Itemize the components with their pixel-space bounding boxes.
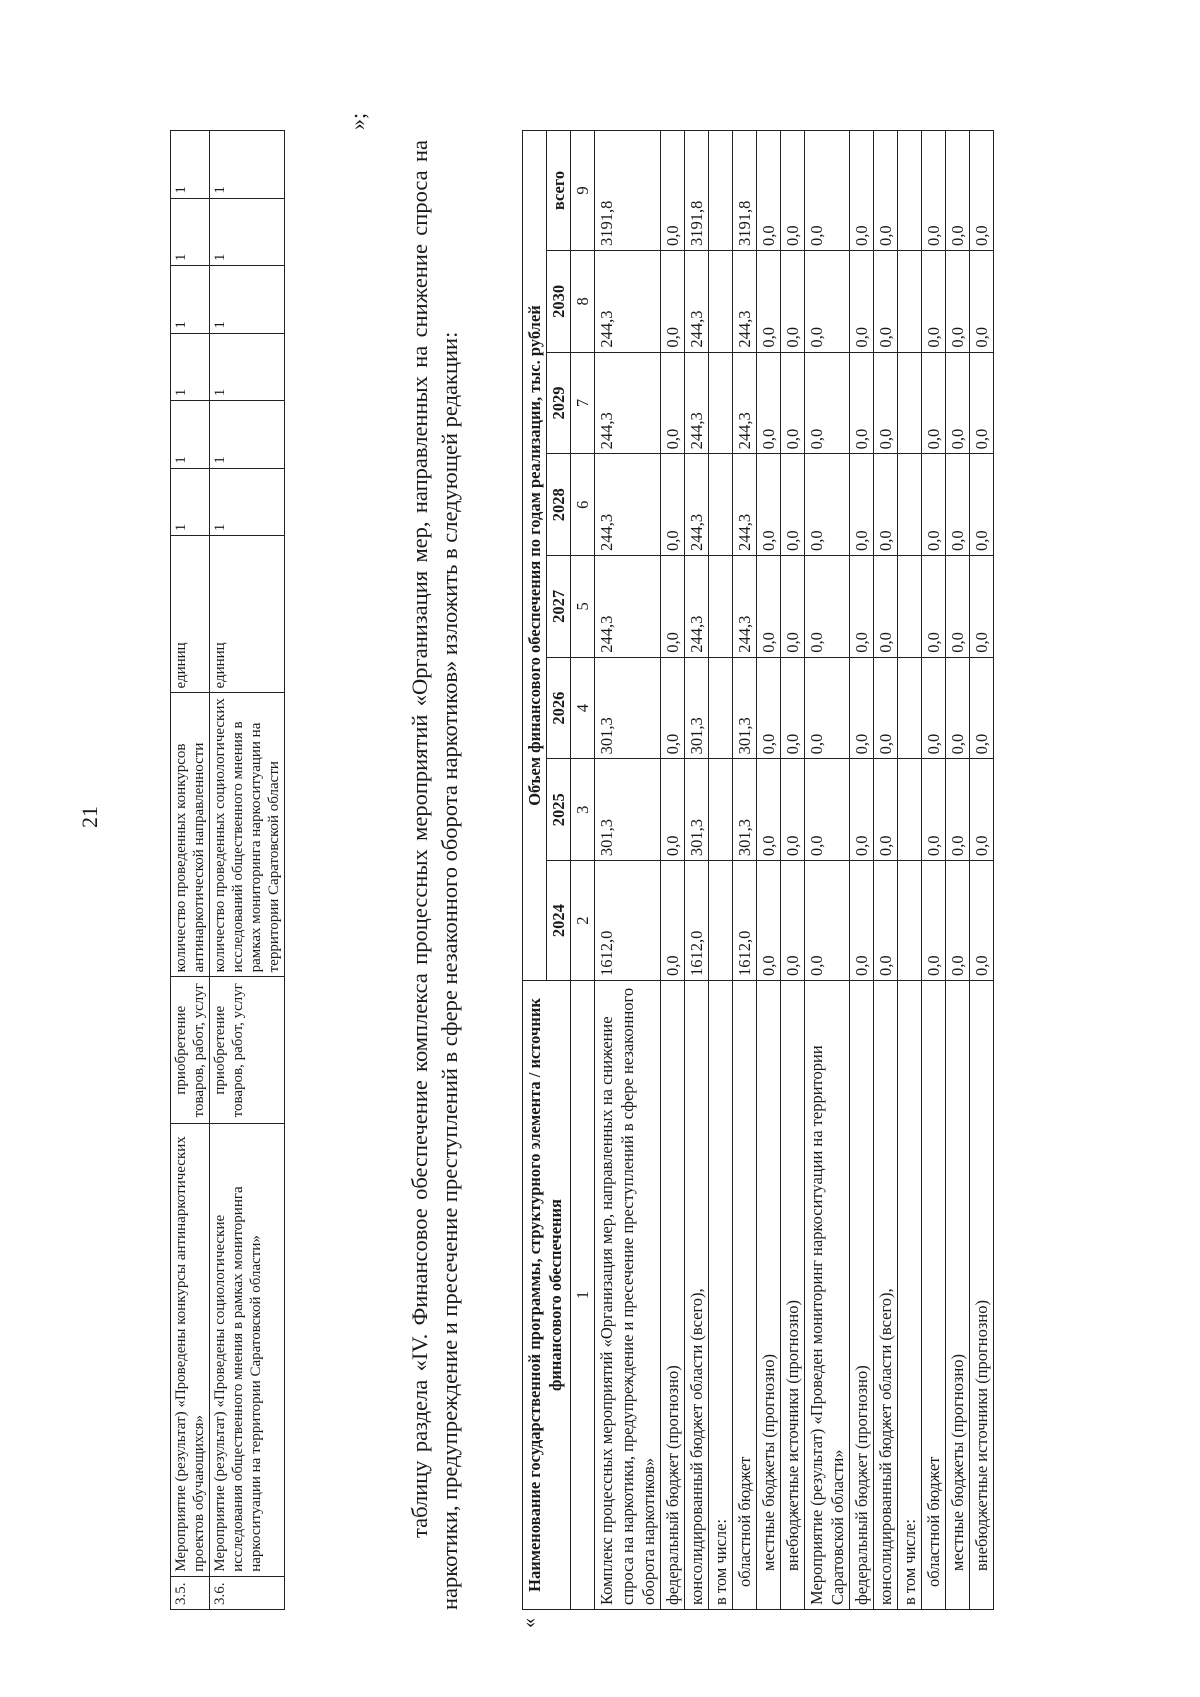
amount-cell — [709, 352, 733, 454]
table-row — [850, 131, 874, 1610]
indicator-value: 1 — [210, 198, 285, 266]
amount-cell: 0,0 — [781, 131, 805, 251]
unit: единиц — [171, 536, 210, 693]
table-row — [922, 131, 946, 1610]
indicator-value: 1 — [210, 131, 285, 199]
table-row — [171, 131, 210, 1610]
amount-cell: 0,0 — [946, 861, 970, 981]
column-number: 7 — [571, 352, 595, 454]
year-header: 2030 — [547, 250, 571, 352]
amount-cell: 0,0 — [850, 759, 874, 861]
amount-cell: 0,0 — [781, 657, 805, 759]
amount-cell: 0,0 — [874, 861, 898, 981]
table-row — [898, 131, 922, 1610]
table-row — [970, 131, 994, 1610]
amount-cell: 244,3 — [733, 250, 757, 352]
amount-cell: 0,0 — [922, 657, 946, 759]
amount-cell: 0,0 — [922, 131, 946, 251]
amount-cell: 244,3 — [595, 556, 661, 658]
amount-cell: 0,0 — [946, 131, 970, 251]
indicator-value: 1 — [171, 333, 210, 401]
indicator-value: 1 — [171, 131, 210, 199]
row-label: консолидированный бюджет области (всего), — [874, 981, 898, 1610]
amount-cell: 0,0 — [970, 352, 994, 454]
indicator-value: 1 — [171, 266, 210, 334]
amount-cell: 0,0 — [874, 657, 898, 759]
table-row — [946, 131, 970, 1610]
opening-quote: « — [518, 1618, 540, 1628]
row-label: областной бюджет — [733, 981, 757, 1610]
amount-cell — [898, 759, 922, 861]
indicator-value: 1 — [210, 333, 285, 401]
row-label: федеральный бюджет (прогнозно) — [850, 981, 874, 1610]
amount-cell: 301,3 — [595, 657, 661, 759]
amount-cell: 0,0 — [661, 454, 685, 556]
amendment-paragraph: таблицу раздела «IV. Финансовое обеспечение комплекса процессных мероприятий «Организация мер, направленных на снижение спроса на наркотики, предупреждение и пресечение преступлений в сфере незаконного оборота наркотиков» изложить в следующей редакции: — [407, 140, 462, 1610]
indicator-name: количество проведенных социологических исследований общественного мнения в рамках мониторинга наркоситуации на территории Саратовской области — [210, 693, 285, 977]
amount-cell: 0,0 — [922, 556, 946, 658]
amount-cell: 0,0 — [805, 250, 850, 352]
amount-cell: 0,0 — [757, 250, 781, 352]
year-header: всего — [547, 131, 571, 251]
amount-cell: 0,0 — [661, 556, 685, 658]
amount-cell: 244,3 — [595, 352, 661, 454]
row-label: консолидированный бюджет области (всего), — [685, 981, 709, 1610]
year-header: 2026 — [547, 657, 571, 759]
row-label: внебюджетные источники (прогнозно) — [970, 981, 994, 1610]
amount-cell: 0,0 — [781, 556, 805, 658]
header-name: Наименование государственной программы, структурного элемента / источник финансового обеспечения — [523, 981, 571, 1610]
amount-cell: 0,0 — [874, 131, 898, 251]
amount-cell: 0,0 — [874, 556, 898, 658]
amount-cell: 0,0 — [946, 250, 970, 352]
amount-cell: 0,0 — [757, 759, 781, 861]
page-number: 21 — [77, 806, 102, 828]
measure-type: приобретение товаров, работ, услуг — [171, 977, 210, 1124]
amount-cell — [898, 556, 922, 658]
column-number: 9 — [571, 131, 595, 251]
row-label: Комплекс процессных мероприятий «Организация мер, направленных на снижение спроса на наркотики, предупреждение и пресечение преступлений в сфере незаконного оборота наркотиков» — [595, 981, 661, 1610]
amount-cell: 0,0 — [850, 556, 874, 658]
amount-cell: 0,0 — [757, 861, 781, 981]
amount-cell: 0,0 — [661, 759, 685, 861]
indicator-value: 1 — [171, 401, 210, 469]
amount-cell: 0,0 — [874, 454, 898, 556]
table-row — [661, 131, 685, 1610]
table-row — [595, 131, 661, 1610]
amount-cell — [709, 759, 733, 861]
amount-cell — [709, 657, 733, 759]
amount-cell: 0,0 — [781, 352, 805, 454]
amount-cell — [898, 657, 922, 759]
row-label: в том числе: — [709, 981, 733, 1610]
amount-cell: 244,3 — [685, 556, 709, 658]
amount-cell: 0,0 — [874, 352, 898, 454]
amount-cell: 3191,8 — [733, 131, 757, 251]
amount-cell — [898, 250, 922, 352]
amount-cell: 0,0 — [970, 759, 994, 861]
amount-cell: 0,0 — [850, 352, 874, 454]
amount-cell: 0,0 — [946, 759, 970, 861]
row-label: областной бюджет — [922, 981, 946, 1610]
amount-cell: 301,3 — [685, 759, 709, 861]
row-number: 3.5. — [171, 1576, 210, 1609]
amount-cell: 244,3 — [595, 454, 661, 556]
amount-cell: 0,0 — [922, 352, 946, 454]
row-number: 3.6. — [210, 1576, 285, 1609]
amount-cell: 244,3 — [733, 454, 757, 556]
amount-cell: 0,0 — [661, 131, 685, 251]
amount-cell: 0,0 — [805, 556, 850, 658]
amount-cell: 244,3 — [685, 454, 709, 556]
amount-cell: 0,0 — [805, 352, 850, 454]
row-label: Мероприятие (результат) «Проведен мониторинг наркоситуации на территории Саратовской области» — [805, 981, 850, 1610]
amount-cell: 0,0 — [757, 352, 781, 454]
unit: единиц — [210, 536, 285, 693]
amount-cell: 0,0 — [970, 454, 994, 556]
amount-cell: 0,0 — [946, 454, 970, 556]
header-volume: Объем финансового обеспечения по годам реализации, тыс. рублей — [523, 131, 547, 981]
amount-cell: 0,0 — [970, 657, 994, 759]
amount-cell: 0,0 — [850, 454, 874, 556]
amount-cell: 301,3 — [595, 759, 661, 861]
amount-cell: 0,0 — [661, 861, 685, 981]
amount-cell: 0,0 — [661, 250, 685, 352]
table-row — [733, 131, 757, 1610]
year-header: 2028 — [547, 454, 571, 556]
amount-cell — [709, 556, 733, 658]
column-number: 5 — [571, 556, 595, 658]
indicator-value: 1 — [210, 401, 285, 469]
amount-cell: 0,0 — [970, 131, 994, 251]
amount-cell: 0,0 — [805, 131, 850, 251]
measure-name: Мероприятие (результат) «Проведены социологические исследования общественного мнения в рамках мониторинга наркоситуации на территории Саратовской области» — [210, 1124, 285, 1577]
table-row — [781, 131, 805, 1610]
amount-cell: 301,3 — [733, 759, 757, 861]
financing-table — [522, 130, 994, 1610]
row-label: федеральный бюджет (прогнозно) — [661, 981, 685, 1610]
year-header: 2027 — [547, 556, 571, 658]
amount-cell: 0,0 — [850, 657, 874, 759]
indicator-value: 1 — [210, 468, 285, 536]
amount-cell: 0,0 — [757, 454, 781, 556]
table-row — [709, 131, 733, 1610]
amount-cell: 0,0 — [850, 250, 874, 352]
amount-cell: 244,3 — [685, 352, 709, 454]
amount-cell: 0,0 — [970, 556, 994, 658]
amount-cell: 1612,0 — [595, 861, 661, 981]
amount-cell: 0,0 — [661, 352, 685, 454]
indicator-name: количество проведенных конкурсов антинаркотической направленности — [171, 693, 210, 977]
year-header: 2029 — [547, 352, 571, 454]
amount-cell — [898, 454, 922, 556]
amount-cell: 0,0 — [850, 861, 874, 981]
amount-cell: 244,3 — [733, 556, 757, 658]
measure-name: Мероприятие (результат) «Проведены конкурсы антинаркотических проектов обучающихся» — [171, 1124, 210, 1577]
amount-cell — [709, 454, 733, 556]
amount-cell: 0,0 — [946, 556, 970, 658]
amount-cell: 0,0 — [874, 759, 898, 861]
amount-cell — [898, 352, 922, 454]
row-label: местные бюджеты (прогнозно) — [946, 981, 970, 1610]
column-number: 6 — [571, 454, 595, 556]
amount-cell: 0,0 — [805, 657, 850, 759]
amount-cell: 0,0 — [850, 131, 874, 251]
year-header: 2024 — [547, 861, 571, 981]
amount-cell: 0,0 — [922, 250, 946, 352]
amount-cell: 0,0 — [922, 454, 946, 556]
amount-cell: 0,0 — [757, 131, 781, 251]
amount-cell — [709, 131, 733, 251]
amount-cell: 0,0 — [781, 759, 805, 861]
amount-cell: 0,0 — [874, 250, 898, 352]
amount-cell: 0,0 — [781, 454, 805, 556]
amount-cell: 0,0 — [970, 250, 994, 352]
amount-cell: 0,0 — [946, 352, 970, 454]
table-row — [874, 131, 898, 1610]
amount-cell: 0,0 — [946, 657, 970, 759]
amount-cell: 1612,0 — [733, 861, 757, 981]
amount-cell — [898, 861, 922, 981]
amount-cell: 0,0 — [757, 657, 781, 759]
amount-cell: 0,0 — [970, 861, 994, 981]
table-row — [685, 131, 709, 1610]
year-header: 2025 — [547, 759, 571, 861]
amount-cell: 244,3 — [595, 250, 661, 352]
amount-cell: 301,3 — [733, 657, 757, 759]
amount-cell — [709, 250, 733, 352]
amount-cell: 0,0 — [805, 861, 850, 981]
amount-cell: 1612,0 — [685, 861, 709, 981]
amount-cell: 0,0 — [922, 861, 946, 981]
indicators-table — [170, 130, 285, 1610]
amount-cell: 0,0 — [661, 657, 685, 759]
indicator-value: 1 — [171, 468, 210, 536]
amount-cell: 0,0 — [805, 454, 850, 556]
column-number: 4 — [571, 657, 595, 759]
row-label: в том числе: — [898, 981, 922, 1610]
row-label: внебюджетные источники (прогнозно) — [781, 981, 805, 1610]
amount-cell: 0,0 — [757, 556, 781, 658]
amount-cell: 244,3 — [685, 250, 709, 352]
table-row — [757, 131, 781, 1610]
amount-cell: 0,0 — [781, 861, 805, 981]
measure-type: приобретение товаров, работ, услуг — [210, 977, 285, 1124]
amount-cell — [898, 131, 922, 251]
indicator-value: 1 — [171, 198, 210, 266]
column-number: 2 — [571, 861, 595, 981]
column-number: 8 — [571, 250, 595, 352]
amount-cell: 0,0 — [805, 759, 850, 861]
amount-cell — [709, 861, 733, 981]
indicator-value: 1 — [210, 266, 285, 334]
amount-cell: 3191,8 — [685, 131, 709, 251]
amount-cell: 0,0 — [922, 759, 946, 861]
row-label: местные бюджеты (прогнозно) — [757, 981, 781, 1610]
table-row — [805, 131, 850, 1610]
column-number: 1 — [571, 981, 595, 1610]
amount-cell: 3191,8 — [595, 131, 661, 251]
amount-cell: 301,3 — [685, 657, 709, 759]
page-content — [170, 110, 1120, 1628]
table-row — [210, 131, 285, 1610]
column-number: 3 — [571, 759, 595, 861]
amount-cell: 244,3 — [733, 352, 757, 454]
amount-cell: 0,0 — [781, 250, 805, 352]
closing-quote: »; — [345, 112, 370, 130]
